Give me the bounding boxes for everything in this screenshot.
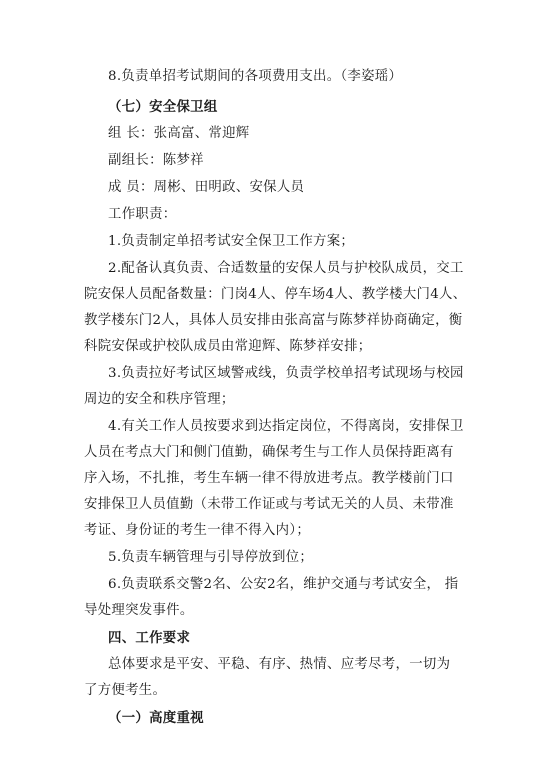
duty-item-6-line-2: 导处理突发事件。	[84, 603, 194, 618]
duty-item-8: 8.负责单招考试期间的各项费用支出。（李姿瑶）	[108, 69, 403, 84]
duty-item-4-line-1: 4.有关工作人员按要求到达指定岗位，不得离岗，安排保卫	[108, 419, 464, 434]
duties-label: 工作职责：	[108, 207, 177, 222]
duty-item-2-line-4: 科院安保或护校队成员由常迎辉、陈梦祥安排；	[84, 339, 372, 354]
duty-item-4-line-5: 考证、身份证的考生一律不得入内）；	[84, 523, 311, 538]
general-requirement-line-1: 总体要求是平安、平稳、有序、热情、应考尽考，一切为	[108, 657, 451, 672]
duty-item-1: 1.负责制定单招考试安全保卫工作方案；	[108, 234, 355, 249]
general-requirement-line-2: 了方便考生。	[84, 683, 167, 698]
members-line: 成 员：周彬、田明政、安保人员	[108, 180, 305, 195]
duty-item-6-line-1: 6.负责联系交警2名、公安2名，维护交通与考试安全， 指	[108, 577, 459, 592]
duty-item-3-line-2: 周边的安全和秩序管理；	[84, 392, 235, 407]
duty-item-2-line-1: 2.配备认真负责、合适数量的安保人员与护校队成员，交工	[108, 261, 464, 276]
subsection-heading-high-attention: （一）高度重视	[108, 710, 204, 726]
duty-item-2-line-2: 院安保人员配备数量：门岗4人、停车场4人、教学楼大门4人、	[84, 287, 467, 302]
section-heading-security-group: （七）安全保卫组	[108, 99, 218, 115]
duty-item-4-line-3: 序入场，不扎推，考生车辆一律不得放进考点。教学楼前门口	[84, 471, 454, 486]
group-leader-line: 组 长：张高富、常迎辉	[108, 126, 250, 141]
deputy-leader-line: 副组长：陈梦祥	[108, 153, 204, 168]
duty-item-4-line-4: 安排保卫人员值勤（未带工作证或与考试无关的人员、未带准	[84, 497, 454, 512]
duty-item-3-line-1: 3.负责拉好考试区域警戒线，负责学校单招考试现场与校园	[108, 366, 464, 381]
duty-item-2-line-3: 教学楼东门2人，具体人员安排由张高富与陈梦祥协商确定，衡	[84, 313, 463, 328]
section-heading-work-requirements: 四、工作要求	[108, 630, 191, 646]
duty-item-4-line-2: 人员在考点大门和侧门值勤，确保考生与工作人员保持距离有	[84, 445, 454, 460]
duty-item-5: 5.负责车辆管理与引导停放到位；	[108, 550, 314, 565]
